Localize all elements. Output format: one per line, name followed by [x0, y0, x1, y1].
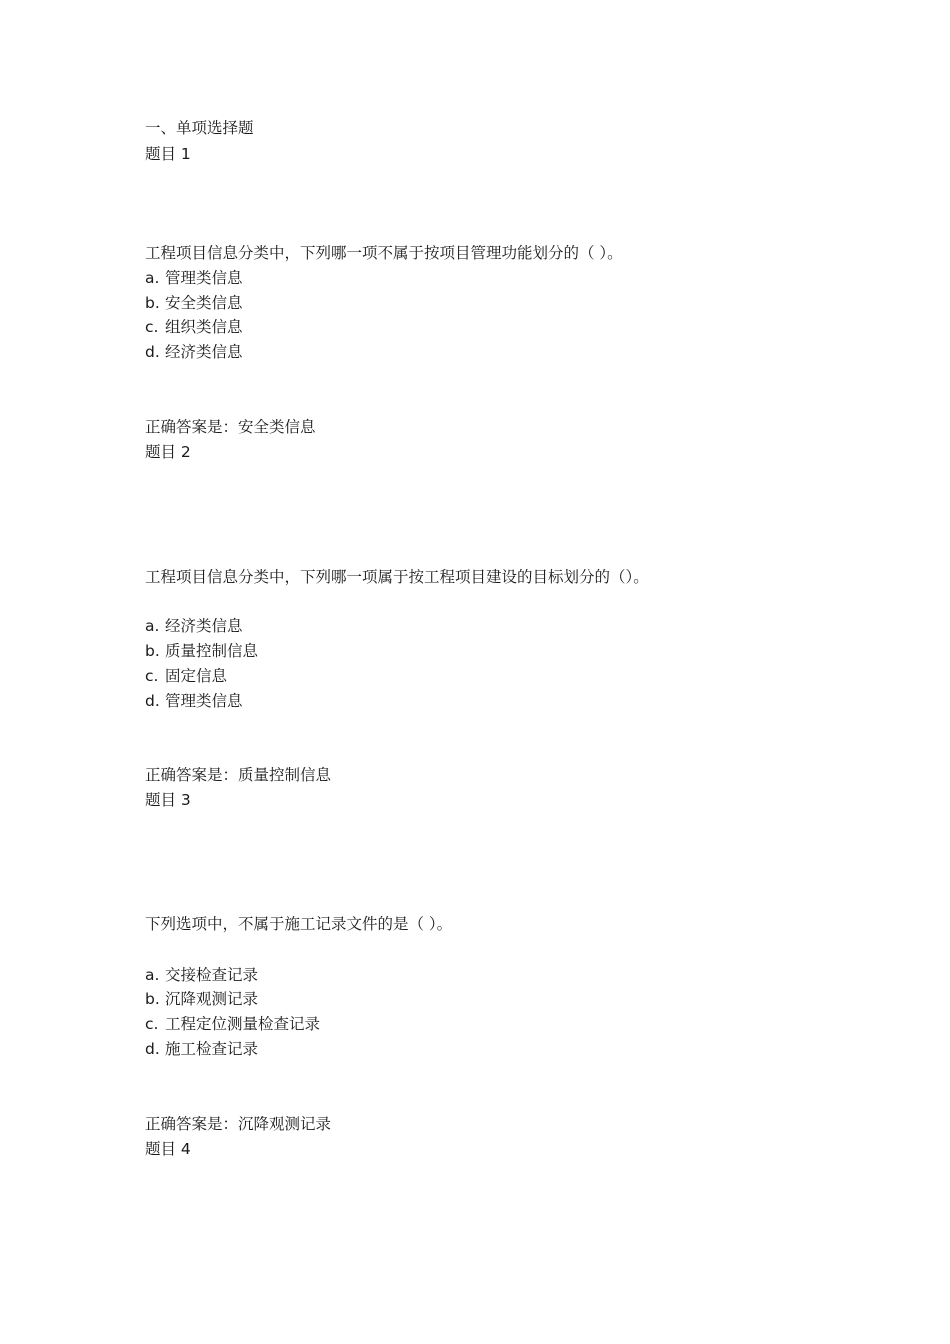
question-label: 题目 2 [145, 443, 191, 461]
correct-answer: 正确答案是：安全类信息 [145, 418, 316, 436]
option-letter: c. [145, 318, 159, 336]
option-text: 经济类信息 [165, 617, 243, 635]
option-letter: b. [145, 294, 160, 312]
option-text: 经济类信息 [165, 343, 243, 361]
option-text: 沉降观测记录 [165, 990, 259, 1008]
option-item [145, 342, 243, 362]
question-stem: 工程项目信息分类中，下列哪一项属于按工程项目建设的目标划分的（）。 [145, 568, 649, 586]
option-letter: d. [145, 1040, 160, 1058]
option-item [145, 293, 243, 313]
option-letter: d. [145, 343, 160, 361]
option-letter: c. [145, 1015, 159, 1033]
option-letter: a. [145, 966, 160, 984]
correct-answer: 正确答案是：沉降观测记录 [145, 1115, 332, 1133]
section-title: 一、单项选择题 [145, 119, 254, 137]
option-item [145, 641, 258, 661]
question-stem: 工程项目信息分类中，下列哪一项不属于按项目管理功能划分的（ ）。 [145, 244, 623, 262]
correct-answer: 正确答案是：质量控制信息 [145, 766, 332, 784]
option-text: 固定信息 [165, 667, 228, 685]
option-letter: a. [145, 269, 160, 287]
option-item [145, 989, 258, 1009]
option-letter: b. [145, 642, 160, 660]
option-letter: c. [145, 667, 159, 685]
option-text: 管理类信息 [165, 269, 243, 287]
option-text: 工程定位测量检查记录 [165, 1015, 321, 1033]
question-label: 题目 4 [145, 1140, 191, 1158]
option-letter: b. [145, 990, 160, 1008]
option-item [145, 616, 243, 636]
option-item [145, 691, 243, 711]
option-text: 安全类信息 [165, 294, 243, 312]
option-item [145, 268, 243, 288]
option-text: 管理类信息 [165, 692, 243, 710]
option-text: 质量控制信息 [165, 642, 259, 660]
option-text: 组织类信息 [165, 318, 243, 336]
option-item [145, 666, 227, 686]
question-label: 题目 3 [145, 791, 191, 809]
option-text: 交接检查记录 [165, 966, 259, 984]
option-item [145, 317, 243, 337]
question-stem: 下列选项中，不属于施工记录文件的是（ ）。 [145, 915, 453, 933]
question-label: 题目 1 [145, 145, 191, 163]
option-letter: d. [145, 692, 160, 710]
option-text: 施工检查记录 [165, 1040, 259, 1058]
option-letter: a. [145, 617, 160, 635]
option-item [145, 1039, 258, 1059]
option-item [145, 965, 258, 985]
option-item [145, 1014, 320, 1034]
